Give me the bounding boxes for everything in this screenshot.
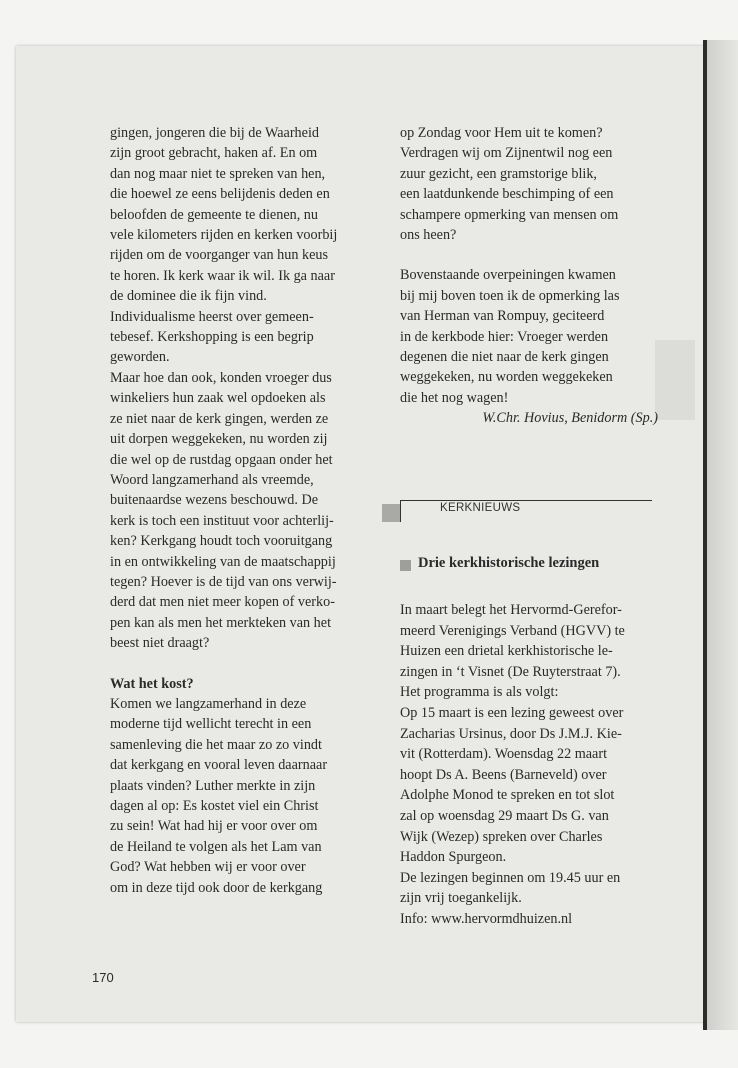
section-heading: Wat het kost? — [110, 675, 194, 692]
spacer — [110, 654, 400, 674]
section-rule — [400, 500, 652, 501]
right-paragraph-1: op Zondag voor Hem uit te komen? Verdragen wij om Zijnentwil nog een zuur gezicht, een gramstorige blik, een laatdunkende beschimping of een schampere opmerking van mensen om ons heen? — [400, 125, 619, 244]
left-paragraph-3: Komen we langzamerhand in deze moderne tijd wellicht terecht in een samenleving die het maar zo zo vindt dat kerkgang en vooral leven daarnaar plaats vinden? Luther merkte in zijn dagen al op: Es kostet viel ein Christ zu sein! Wat had hij er voor over om de Heiland te volgen als het Lam van God? Wat hebben wij er voor over om in deze tijd ook door de kerkgang — [110, 695, 328, 896]
left-paragraph-2: Maar hoe dan ook, konden vroeger dus winkeliers hun zaak wel opdoeken als ze niet naar de kerk gingen, werden ze uit dorpen weggekeken, nu worden zij die wel op de rustdag opgaan onder het Woord langzamerhand als vreemde, buitenaardse wezens beschouwd. De kerk is toch een instituut voor achterlij- ken? Kerkgang houdt toch vooruitgang in en ontwikkeling van de maatschappij tegen? Hoever is de tijd van ons verwij- derd dat men niet meer kopen of verko- pen kan als men het merkteken van het beest niet draagt? — [110, 369, 337, 652]
left-column — [110, 123, 400, 898]
next-page-edge — [707, 40, 738, 1030]
author-signature: W.Chr. Hovius, Benidorm (Sp.) — [482, 410, 658, 427]
left-paragraph-1: gingen, jongeren die bij de Waarheid zijn groot gebracht, haken af. En om dan nog maar niet te spreken van hen, die hoewel ze eens belijdenis deden en beloofden de gemeente te dienen, nu vele kilometers rijden en kerken voorbij rijden om de voorganger van hun keus te horen. Ik kerk waar ik wil. Ik ga naar de dominee die ik fijn vind. Individualisme heerst over gemeen- tebesef. Kerkshopping is een begrip geworden. — [110, 125, 338, 366]
news-body: In maart belegt het Hervormd-Gerefor- meerd Verenigings Verband (HGVV) te Huizen een drietal kerkhistorische le- zingen in ‘t Visnet (De Ruyterstraat 7). Het programma is als volgt: Op 15 maart is een lezing geweest over Zacharias Ursinus, door Ds J.M.J. Kie- vit (Rotterdam). Woensdag 22 maart hoopt Ds A. Beens (Barneveld) over Adolphe Monod te spreken en tot slot zal op woensdag 29 maart Ds G. van Wijk (Wezep) spreken over Charles Haddon Spurgeon. De lezingen beginnen om 19.45 uur en zijn vrij toegankelijk. Info: www.hervormdhuizen.nl — [400, 602, 625, 927]
headline-bullet-icon — [400, 560, 411, 571]
bleed-through-shadow — [655, 340, 695, 420]
section-label: KERKNIEUWS — [440, 502, 521, 514]
page-number: 170 — [92, 970, 114, 985]
news-column — [400, 600, 658, 930]
right-paragraph-2: Bovenstaande overpeiningen kwamen bij mij boven toen ik de opmerking las van Herman van Rompuy, geciteerd in de kerkbode hier: Vroeger werden degenen die niet naar de kerk gingen weggekeken, nu worden weggekeken die het nog wagen! — [400, 267, 620, 406]
news-headline: Drie kerkhistorische lezingen — [418, 555, 600, 571]
right-column — [400, 123, 658, 429]
spacer — [400, 245, 658, 265]
section-marker-square — [382, 504, 400, 522]
section-divider — [400, 500, 401, 522]
